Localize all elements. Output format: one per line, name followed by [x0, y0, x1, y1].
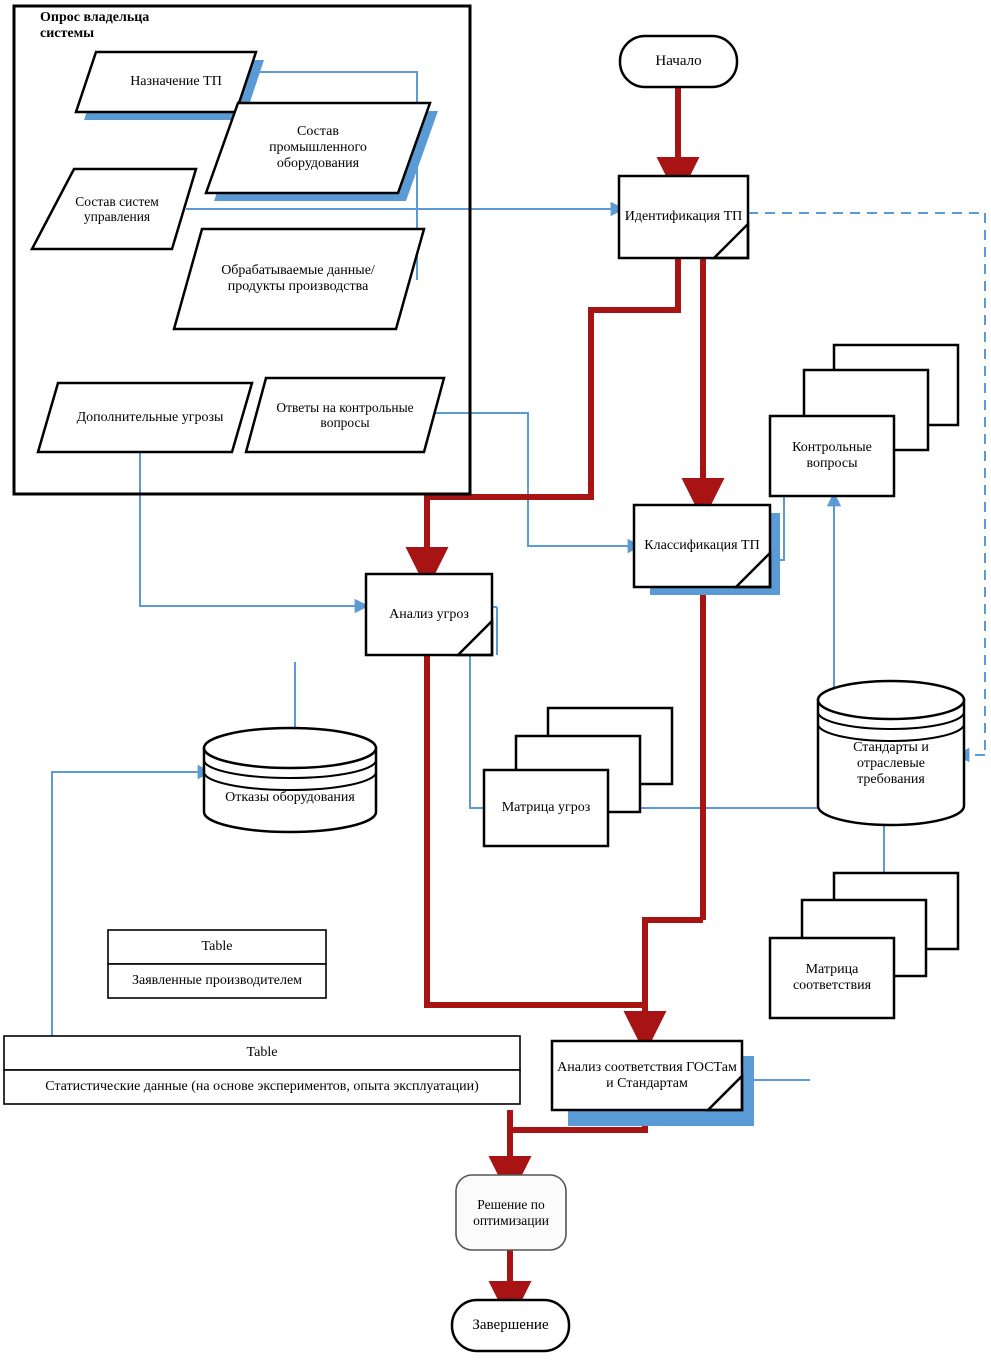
label-compliance-matrix: Матрица соответствия: [792, 962, 872, 993]
label-threat-matrix: Матрица угроз: [501, 800, 591, 816]
label-additional-threats: Дополнительные угрозы: [76, 409, 224, 425]
label-end: Завершение: [472, 1317, 549, 1334]
label-classification: Классификация ТП: [644, 538, 760, 554]
shape-classification: [634, 505, 780, 595]
label-threat-analysis: Анализ угроз: [389, 606, 469, 622]
label-start: Начало: [655, 53, 702, 70]
shape-table-statistics: [4, 1036, 520, 1104]
label-table-statistics-header: Table: [246, 1045, 278, 1061]
shape-end: [452, 1300, 569, 1351]
label-equipment-composition: Состав промышленного оборудования: [269, 124, 367, 171]
group-title-survey: Опрос владельца системы: [40, 10, 150, 42]
shape-optimization-decision: [456, 1175, 566, 1250]
shape-table-manufacturer: [108, 930, 326, 998]
label-purpose: Назначение ТП: [130, 74, 222, 90]
label-equipment-failures: Отказы оборудования: [225, 790, 355, 806]
shape-control-questions: [770, 345, 958, 496]
label-processed-data: Обрабатываемые данные/продукты производства: [221, 263, 375, 294]
shape-threat-matrix: [484, 708, 672, 846]
shape-threat-analysis: [366, 574, 492, 655]
shape-compliance-analysis: [552, 1041, 754, 1126]
label-identification: Идентификация ТП: [624, 209, 743, 225]
label-table-statistics-row: Статистические данные (на основе экспериментов, опыта эксплуатации): [45, 1079, 479, 1095]
label-control-questions: Контрольные вопросы: [792, 440, 872, 471]
shape-identification: [619, 176, 748, 258]
label-table-manufacturer-row: Заявленные производителем: [131, 973, 303, 989]
shape-start: [620, 36, 737, 87]
label-table-manufacturer-header: Table: [201, 939, 233, 955]
shape-processed-data: [174, 229, 424, 329]
shape-equipment-composition: [206, 103, 438, 201]
shape-additional-threats: [38, 383, 252, 452]
label-control-systems: Состав систем управления: [75, 193, 159, 224]
label-compliance-analysis: Анализ соответствия ГОСТам и Стандартам: [557, 1059, 737, 1091]
shape-control-answers: [246, 378, 444, 452]
label-standards: Стандарты и отраслевые требования: [853, 740, 929, 787]
shape-equipment-failures: [204, 728, 376, 832]
shape-control-systems: [32, 169, 196, 249]
shape-compliance-matrix: [770, 873, 958, 1018]
label-control-answers: Ответы на контрольные вопросы: [276, 399, 414, 430]
label-optimization-decision: Решение по оптимизации: [473, 1197, 549, 1228]
shape-standards: [818, 681, 964, 825]
